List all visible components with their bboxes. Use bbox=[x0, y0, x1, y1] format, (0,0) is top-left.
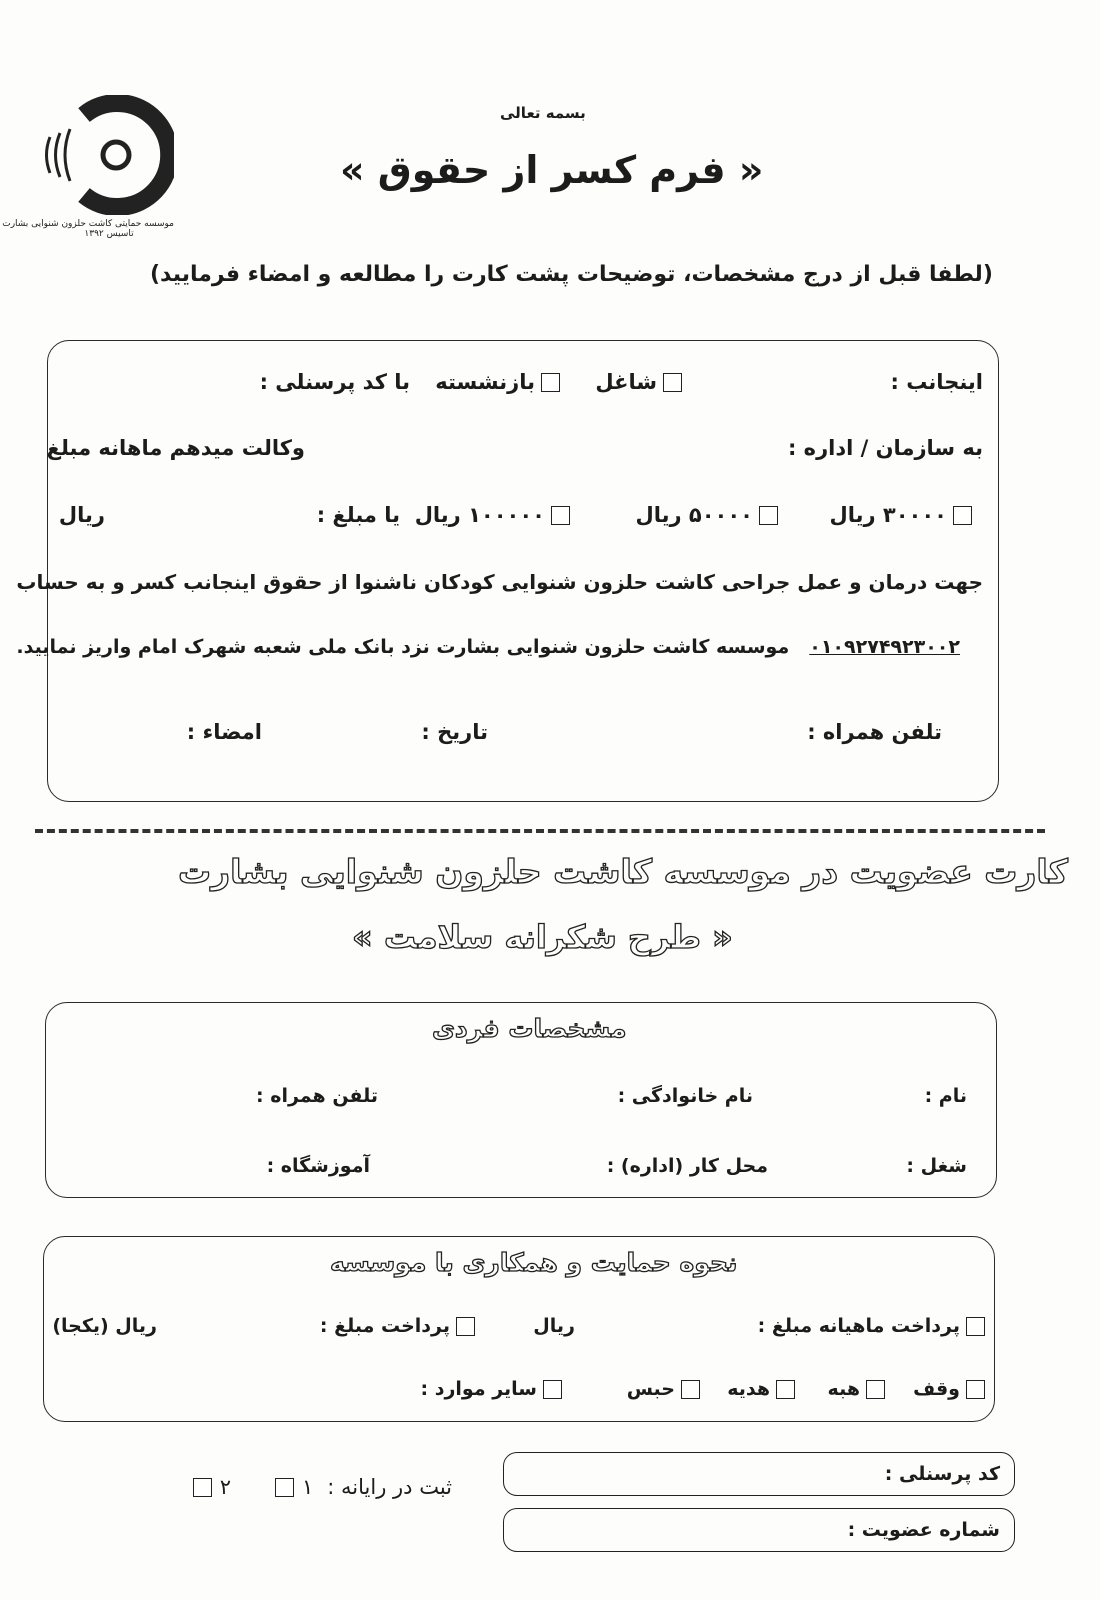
signature-field[interactable] bbox=[187, 720, 262, 744]
membership-card-subtitle: « طرح شکرانه سلامت » bbox=[352, 918, 733, 956]
invocation-text: بسمه تعالی bbox=[500, 104, 586, 122]
personal-mobile-field[interactable] bbox=[256, 1085, 378, 1107]
job-field[interactable] bbox=[906, 1155, 967, 1177]
monthly-rial-unit bbox=[533, 1315, 575, 1337]
organization-label: به سازمان / اداره : bbox=[787, 436, 983, 460]
retired-label: بازنشسته bbox=[435, 370, 535, 394]
registration-option-1-checkbox[interactable] bbox=[275, 1478, 294, 1497]
date-field[interactable] bbox=[421, 720, 488, 744]
personal-mobile-label: تلفن همراه : bbox=[256, 1085, 378, 1107]
heba-label: هبه bbox=[827, 1378, 860, 1400]
organization-field[interactable] bbox=[788, 436, 983, 460]
or-amount-field[interactable] bbox=[317, 503, 400, 527]
page-title: « فرم کسر از حقوق » bbox=[340, 148, 764, 192]
form-mobile-label: تلفن همراه : bbox=[807, 720, 942, 744]
amount-100000-checkbox[interactable] bbox=[551, 506, 570, 525]
habs-label: حبس bbox=[626, 1378, 675, 1400]
instruction-text: (لطفا قبل از درج مشخصات، توضیحات پشت کارت را مطالعه و امضاء فرمایید) bbox=[150, 262, 993, 287]
retired-checkbox[interactable] bbox=[541, 373, 560, 392]
purpose-text bbox=[16, 570, 983, 594]
account-number: ۰۱۰۹۲۷۴۹۲۳۰۰۲ bbox=[809, 636, 960, 658]
family-name-label: نام خانوادگی : bbox=[617, 1085, 753, 1107]
logo-caption-1: موسسه حمایتی کاشت حلزون شنوایی بشارت bbox=[2, 219, 174, 229]
personnel-code-field[interactable] bbox=[260, 370, 410, 394]
footer-membership-number bbox=[848, 1519, 1000, 1541]
school-label: آموزشگاه : bbox=[266, 1155, 370, 1177]
amount-30000-label: ۳۰۰۰۰ ریال bbox=[829, 503, 947, 527]
workplace-field[interactable] bbox=[607, 1155, 768, 1177]
or-amount-label: یا مبلغ : bbox=[316, 503, 400, 527]
amount-option-50000[interactable] bbox=[636, 503, 779, 527]
retired-option[interactable] bbox=[435, 370, 560, 394]
one-time-rial-label: ریال (یکجا) bbox=[52, 1315, 157, 1337]
other-option[interactable] bbox=[421, 1378, 562, 1400]
monthly-payment-option[interactable] bbox=[758, 1315, 985, 1337]
amount-100000-label: ۱۰۰۰۰۰ ریال bbox=[414, 503, 545, 527]
habs-checkbox[interactable] bbox=[681, 1380, 700, 1399]
purpose-text-content: جهت درمان و عمل جراحی کاشت حلزون شنوایی کودکان ناشنوا از حقوق اینجانب کسر و به حساب bbox=[16, 570, 983, 594]
account-text: موسسه کاشت حلزون شنوایی بشارت نزد بانک ملی شعبه شهرک امام واریز نمایید. bbox=[16, 636, 790, 658]
amount-option-30000[interactable] bbox=[830, 503, 973, 527]
employed-label: شاغل bbox=[595, 370, 657, 394]
form-mobile-field[interactable] bbox=[807, 720, 942, 744]
power-of-attorney-label: وکالت میدهم ماهانه مبلغ bbox=[46, 436, 305, 460]
monthly-payment-checkbox[interactable] bbox=[966, 1317, 985, 1336]
logo-caption-2: تاسیس ۱۳۹۲ bbox=[84, 229, 134, 239]
family-name-field[interactable] bbox=[618, 1085, 753, 1107]
logo-icon bbox=[44, 95, 174, 215]
habs-option[interactable] bbox=[627, 1378, 700, 1400]
registration-option-1-label: ۱ bbox=[302, 1475, 314, 1499]
one-time-payment-label: پرداخت مبلغ : bbox=[319, 1315, 450, 1337]
waqf-option[interactable] bbox=[913, 1378, 985, 1400]
school-field[interactable] bbox=[267, 1155, 370, 1177]
registration-option-2-checkbox[interactable] bbox=[193, 1478, 212, 1497]
amount-30000-checkbox[interactable] bbox=[953, 506, 972, 525]
employed-option[interactable] bbox=[595, 370, 682, 394]
monthly-payment-label: پرداخت ماهیانه مبلغ : bbox=[757, 1315, 960, 1337]
heba-option[interactable] bbox=[828, 1378, 885, 1400]
footer-personnel-code bbox=[885, 1463, 1000, 1485]
personnel-code-label: با کد پرسنلی : bbox=[259, 370, 410, 394]
one-time-payment-option[interactable] bbox=[320, 1315, 475, 1337]
monthly-rial-label: ریال bbox=[533, 1315, 575, 1337]
registration-option-2[interactable] bbox=[193, 1475, 231, 1499]
membership-card-title: کارت عضویت در موسسه کاشت حلزون شنوایی بشارت bbox=[178, 852, 1068, 891]
job-label: شغل : bbox=[906, 1155, 967, 1177]
one-time-rial-unit bbox=[52, 1315, 157, 1337]
power-of-attorney-field[interactable] bbox=[47, 436, 305, 460]
gift-checkbox[interactable] bbox=[776, 1380, 795, 1399]
cut-line bbox=[35, 829, 1045, 833]
registration-option-1[interactable] bbox=[275, 1475, 313, 1499]
rial-unit bbox=[59, 503, 105, 527]
account-row bbox=[16, 636, 960, 658]
membership-number-label: شماره عضویت : bbox=[847, 1519, 1000, 1541]
signature-label: امضاء : bbox=[186, 720, 262, 744]
computer-registration-label: ثبت در رایانه : bbox=[327, 1475, 452, 1499]
workplace-label: محل کار (اداره) : bbox=[606, 1155, 768, 1177]
rial-label: ریال bbox=[58, 503, 105, 527]
footer-personnel-code-label: کد پرسنلی : bbox=[884, 1463, 1000, 1485]
heba-checkbox[interactable] bbox=[866, 1380, 885, 1399]
gift-label: هدیه bbox=[727, 1378, 770, 1400]
support-heading: نحوه حمایت و همکاری با موسسه bbox=[330, 1248, 738, 1277]
waqf-checkbox[interactable] bbox=[966, 1380, 985, 1399]
name-label: نام : bbox=[924, 1085, 967, 1107]
employed-checkbox[interactable] bbox=[663, 373, 682, 392]
other-checkbox[interactable] bbox=[543, 1380, 562, 1399]
gift-option[interactable] bbox=[727, 1378, 795, 1400]
applicant-label: اینجانب : bbox=[890, 370, 983, 394]
date-label: تاریخ : bbox=[421, 720, 488, 744]
waqf-label: وقف bbox=[913, 1378, 960, 1400]
registration-option-2-label: ۲ bbox=[219, 1475, 231, 1499]
amount-50000-checkbox[interactable] bbox=[759, 506, 778, 525]
institute-logo bbox=[2, 95, 174, 245]
other-label: سایر موارد : bbox=[420, 1378, 537, 1400]
amount-50000-label: ۵۰۰۰۰ ریال bbox=[635, 503, 753, 527]
applicant-row bbox=[890, 370, 983, 394]
one-time-payment-checkbox[interactable] bbox=[456, 1317, 475, 1336]
amount-option-100000[interactable] bbox=[415, 503, 570, 527]
name-field[interactable] bbox=[925, 1085, 967, 1107]
computer-registration bbox=[193, 1475, 452, 1499]
personal-info-heading: مشخصات فردی bbox=[432, 1014, 627, 1043]
